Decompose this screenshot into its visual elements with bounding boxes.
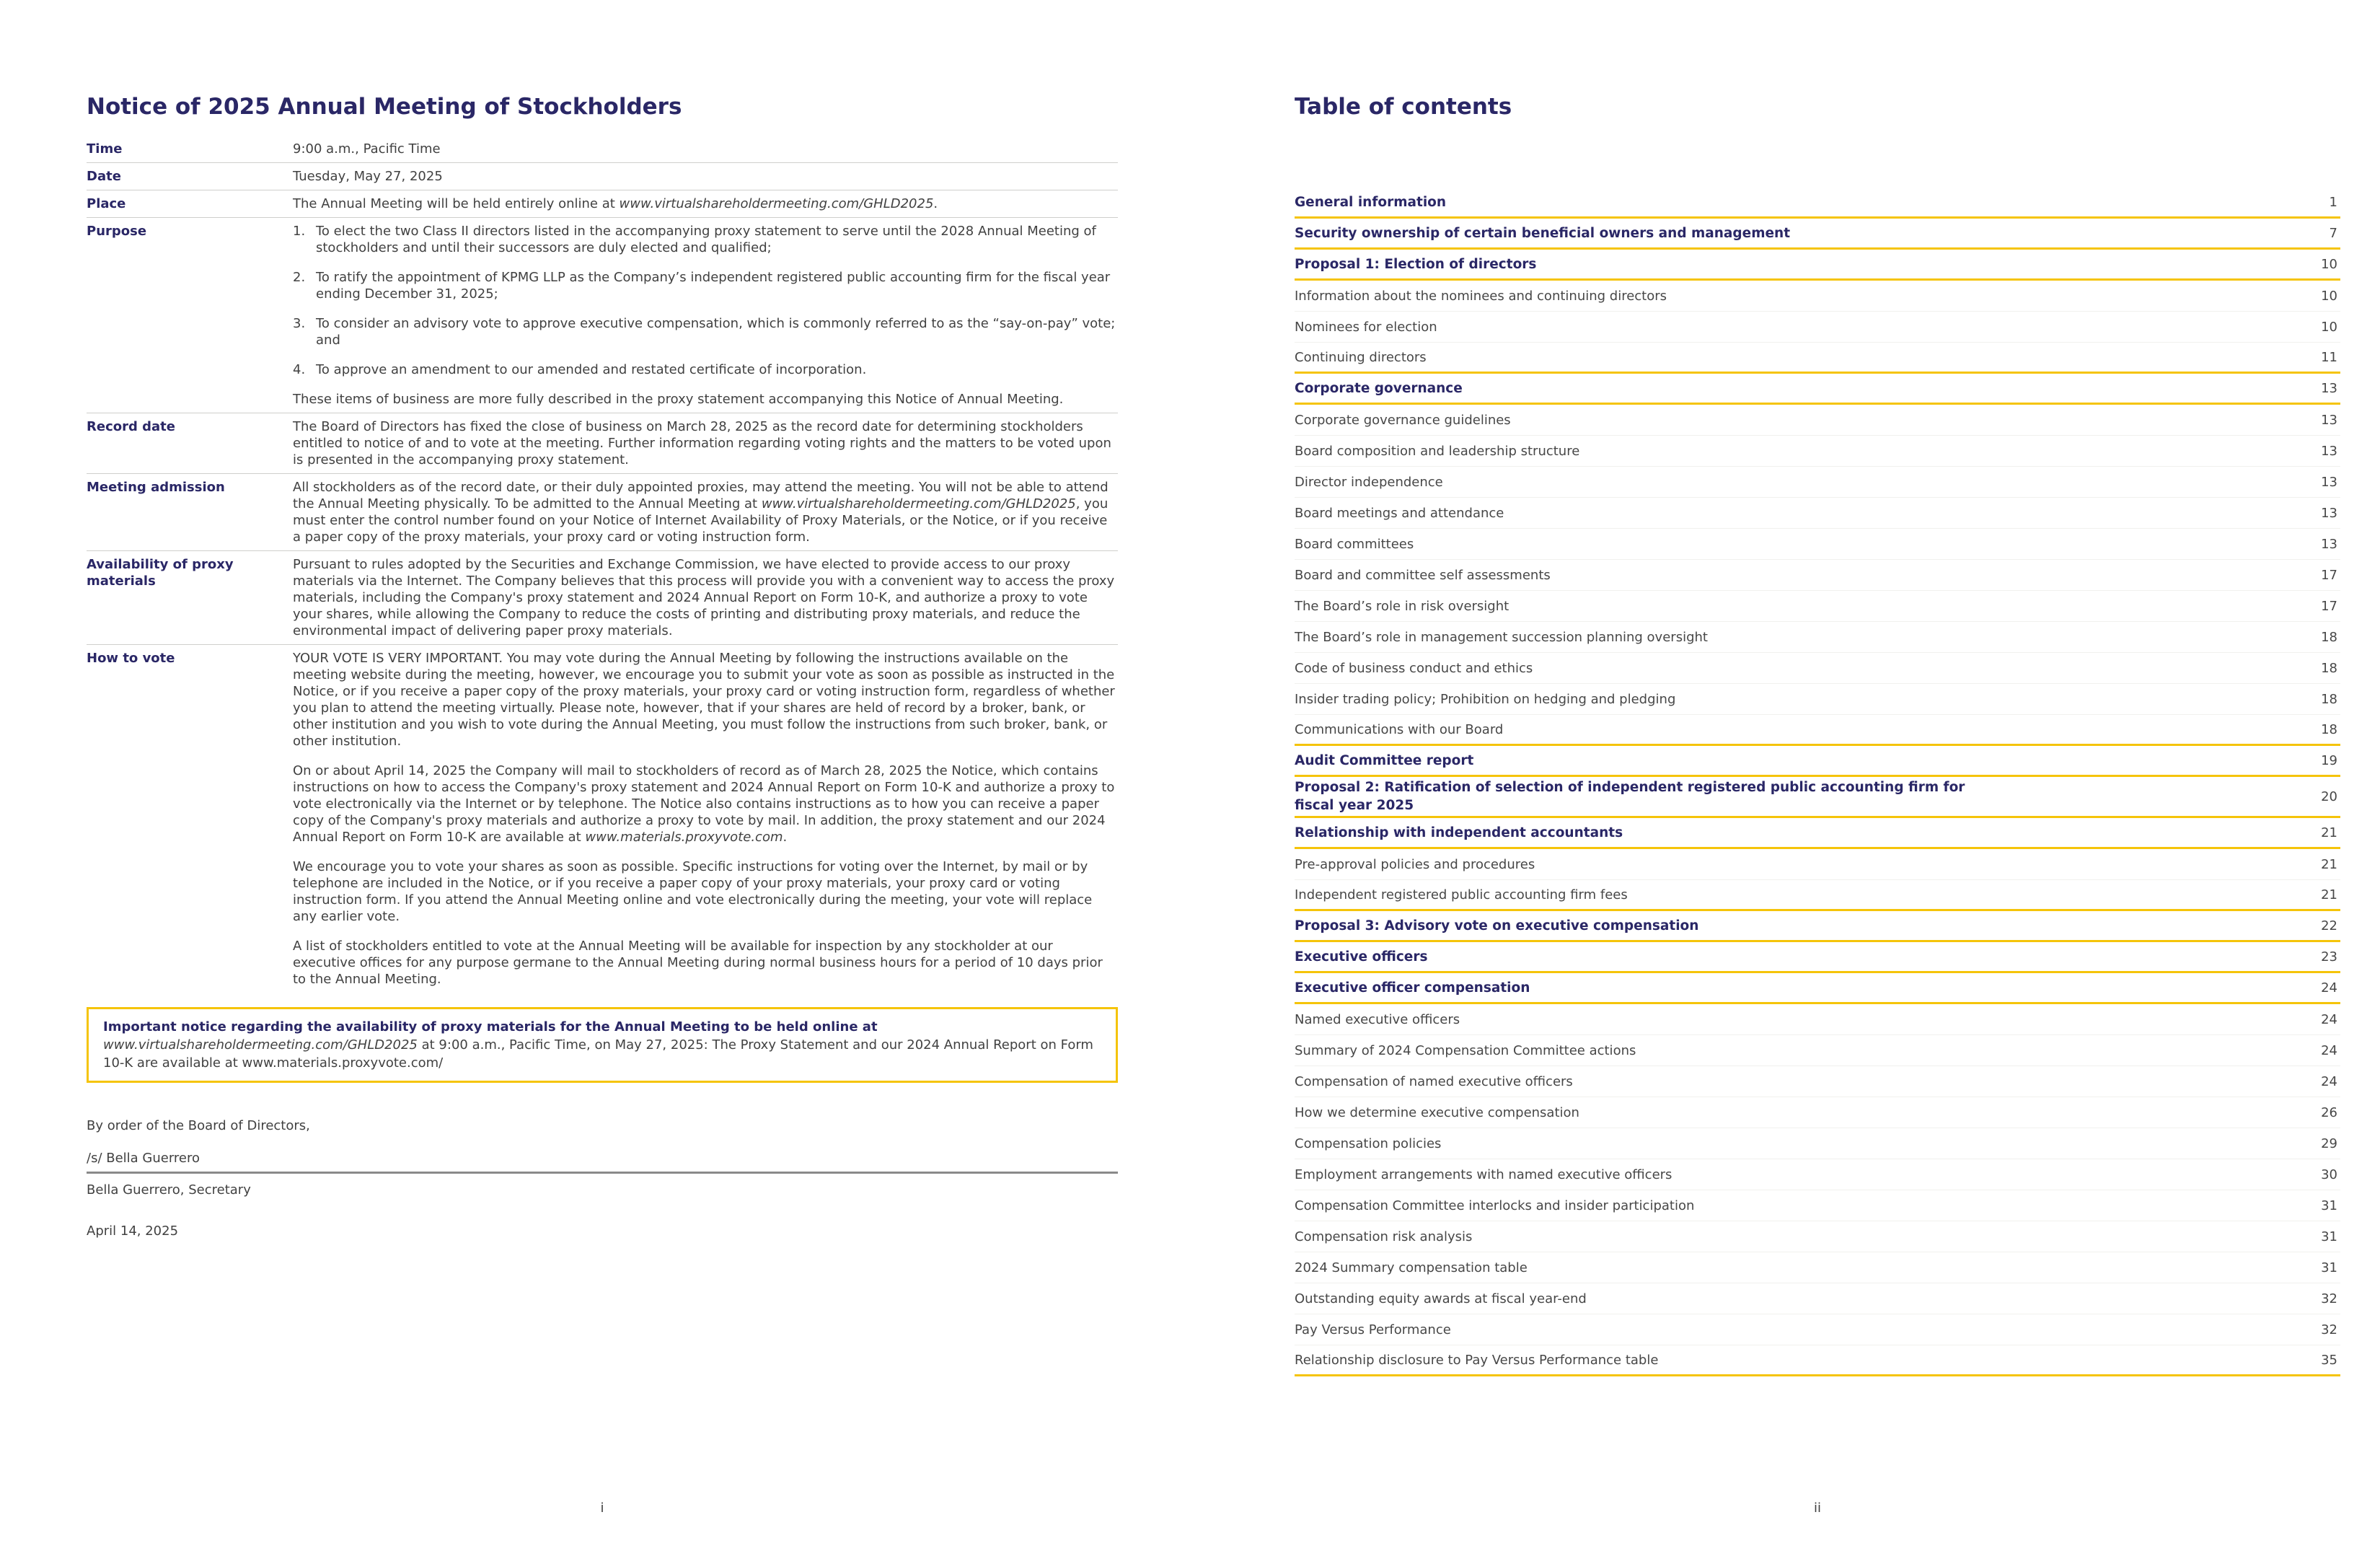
page-title: Notice of 2025 Annual Meeting of Stockholders <box>87 94 682 120</box>
toc-entry[interactable] <box>1295 188 2340 219</box>
how-to-vote-paragraph: We encourage you to vote your shares as soon as possible. Specific instructions for voting over the Internet, by mail or by telephone are included in the Notice, or if you receive a paper copy of your proxy materials, your proxy card or voting instruction form. If you attend the Annual Meeting online and vote electronically during the meeting, your vote will replace any earlier vote. <box>293 859 1093 924</box>
toc-entry[interactable] <box>1295 1314 2340 1345</box>
toc-page <box>1295 94 2340 1376</box>
toc-entry-label: Pay Versus Performance <box>1295 1322 1451 1337</box>
signature-rule <box>87 1172 1118 1174</box>
by-order-line: By order of the Board of Directors, <box>87 1118 310 1133</box>
toc-entry-label: Board and committee self assessments <box>1295 567 1551 583</box>
toc-entry-page: 17 <box>2321 567 2337 583</box>
toc-entry[interactable] <box>1295 942 2340 973</box>
notice-table <box>87 136 1118 993</box>
toc-entry-label: How we determine executive compensation <box>1295 1104 1579 1120</box>
page-number-left: i <box>600 1501 604 1516</box>
toc-entry-page: 18 <box>2321 660 2337 676</box>
place-text-end: . <box>933 196 938 211</box>
toc-entry-label: Compensation Committee interlocks and insider participation <box>1295 1198 1695 1213</box>
toc-entry-page: 19 <box>2321 752 2337 768</box>
meeting-url-link[interactable]: www.virtualshareholdermeeting.com/GHLD2025 <box>103 1037 418 1053</box>
toc-entry[interactable] <box>1295 1066 2340 1097</box>
toc-title: Table of contents <box>1295 94 1512 120</box>
purpose-item <box>293 223 1118 256</box>
notice-box-heading: Important notice regarding the availability of proxy materials for the Annual Meeting to be held online at <box>103 1019 878 1034</box>
toc-entry[interactable] <box>1295 591 2340 622</box>
meeting-url-link[interactable]: www.virtualshareholdermeeting.com/GHLD2025 <box>619 196 934 211</box>
toc-entry[interactable] <box>1295 498 2340 529</box>
toc-entry-label: Independent registered public accounting firm fees <box>1295 887 1628 902</box>
toc-entry[interactable] <box>1295 1004 2340 1035</box>
toc-entry-label: Proposal 3: Advisory vote on executive compensation <box>1295 918 1699 933</box>
toc-entry-label: Board composition and leadership structure <box>1295 443 1580 459</box>
item-number: 1. <box>293 224 306 239</box>
toc-entry-label: Corporate governance <box>1295 380 1463 396</box>
row-value: The Board of Directors has fixed the close of business on March 28, 2025 as the record date for determining stockholders entitled to notice of and to vote at the meeting. Further information regarding voting rights and the matters to be voted upon is presented in the accompanying proxy statement. <box>293 419 1111 467</box>
toc-entry-label: Director independence <box>1295 474 1443 490</box>
toc-entry-page: 31 <box>2321 1260 2337 1275</box>
toc-entry[interactable] <box>1295 219 2340 250</box>
toc-entry-page: 24 <box>2321 1042 2337 1058</box>
row-label: Availability of proxy materials <box>87 557 234 589</box>
table-row-record-date <box>87 413 1118 474</box>
item-number: 2. <box>293 270 306 285</box>
toc-entry-page: 21 <box>2321 825 2337 840</box>
row-value <box>293 479 1118 545</box>
toc-entry-label: Proposal 1: Election of directors <box>1295 256 1537 272</box>
row-label: Meeting admission <box>87 480 225 495</box>
toc-entry[interactable] <box>1295 973 2340 1004</box>
table-row-time <box>87 136 1118 163</box>
toc-entry-label: Executive officers <box>1295 949 1428 965</box>
toc-entry-page: 13 <box>2321 380 2337 396</box>
place-text: The Annual Meeting will be held entirely online at <box>293 196 620 211</box>
toc-entry-label: Nominees for election <box>1295 319 1437 335</box>
toc-entry[interactable] <box>1295 560 2340 591</box>
toc-entry-label: Proposal 2: Ratification of selection of independent registered public accounting firm for fiscal year 2025 <box>1295 780 1965 813</box>
toc-entry-label: Insider trading policy; Prohibition on hedging and pledging <box>1295 691 1676 707</box>
toc-entry-label: Compensation of named executive officers <box>1295 1073 1573 1089</box>
toc-entry[interactable] <box>1295 653 2340 684</box>
toc-entry[interactable] <box>1295 1128 2340 1159</box>
toc-entry-label: Communications with our Board <box>1295 721 1504 737</box>
purpose-item <box>293 315 1118 348</box>
purpose-item <box>293 269 1118 302</box>
toc-entry-page: 13 <box>2321 505 2337 521</box>
toc-entry-page: 7 <box>2329 225 2337 241</box>
page-number-right: ii <box>1813 1501 1821 1516</box>
toc-entry-label: Corporate governance guidelines <box>1295 412 1511 428</box>
toc-entry-page: 24 <box>2321 1073 2337 1089</box>
toc-entry[interactable] <box>1295 1283 2340 1314</box>
important-notice-box <box>87 1007 1118 1083</box>
toc-entry-page: 13 <box>2321 443 2337 459</box>
purpose-note: These items of business are more fully described in the proxy statement accompanying this Notice of Annual Meeting. <box>293 392 1064 407</box>
toc-entry[interactable] <box>1295 880 2340 911</box>
row-value <box>293 195 1118 212</box>
toc-entry-label: Named executive officers <box>1295 1011 1460 1027</box>
item-number: 4. <box>293 362 306 377</box>
toc-entry-label: Relationship disclosure to Pay Versus Performance table <box>1295 1352 1659 1368</box>
toc-entry[interactable] <box>1295 818 2340 849</box>
toc-entry-page: 10 <box>2321 256 2337 272</box>
row-value <box>293 650 1118 988</box>
toc-entry-page: 18 <box>2321 721 2337 737</box>
toc-entry-page: 1 <box>2329 194 2337 210</box>
table-row-meeting-admission <box>87 474 1118 551</box>
row-label: Time <box>87 141 123 157</box>
toc-entry-page: 31 <box>2321 1198 2337 1213</box>
toc-entry[interactable] <box>1295 911 2340 942</box>
item-text: To elect the two Class II directors listed in the accompanying proxy statement to serve until the 2028 Annual Meeting of stockholders and until their successors are duly elected and qualified; <box>316 224 1096 255</box>
toc-entry-page: 13 <box>2321 474 2337 490</box>
toc-entry[interactable] <box>1295 684 2340 715</box>
toc-entry[interactable] <box>1295 1035 2340 1066</box>
table-row-how-to-vote <box>87 645 1118 993</box>
toc-entry-label: Audit Committee report <box>1295 752 1474 768</box>
toc-entry-page: 17 <box>2321 598 2337 614</box>
purpose-list <box>293 223 1118 408</box>
meeting-url-link[interactable]: www.virtualshareholdermeeting.com/GHLD2025 <box>761 496 1076 511</box>
toc-entry-label: 2024 Summary compensation table <box>1295 1260 1528 1275</box>
toc-entry[interactable] <box>1295 622 2340 653</box>
toc-entry[interactable] <box>1295 436 2340 467</box>
toc-entry-label: General information <box>1295 194 1447 210</box>
toc-entry-label: Pre-approval policies and procedures <box>1295 856 1535 872</box>
toc-entry-label: The Board’s role in management succession planning oversight <box>1295 629 1708 645</box>
admission-text: All stockholders as of the record date, or their duly appointed proxies, may attend the meeting. You will not be able to attend the Annual Meeting physically. To be admitted to the Annual Meeting at <box>293 480 1109 511</box>
table-row-place <box>87 190 1118 218</box>
toc-entry-label: Summary of 2024 Compensation Committee actions <box>1295 1042 1636 1058</box>
toc-entry-page: 24 <box>2321 1011 2337 1027</box>
signature-block <box>87 1117 1118 1239</box>
purpose-item <box>293 361 1118 378</box>
row-label: Purpose <box>87 224 147 239</box>
row-label: Date <box>87 169 121 184</box>
toc-entry-page: 32 <box>2321 1322 2337 1337</box>
toc-entry-page: 26 <box>2321 1104 2337 1120</box>
table-row-date <box>87 163 1118 190</box>
toc-entry[interactable] <box>1295 1221 2340 1252</box>
toc-entry-page: 18 <box>2321 629 2337 645</box>
toc-entry[interactable] <box>1295 1190 2340 1221</box>
toc-entry-page: 13 <box>2321 412 2337 428</box>
toc-entry-page: 20 <box>2321 788 2337 804</box>
toc-entry-label: Board meetings and attendance <box>1295 505 1504 521</box>
toc-entry-page: 11 <box>2321 349 2337 365</box>
toc-entry-page: 22 <box>2321 918 2337 933</box>
how-to-vote-paragraph <box>293 763 1118 845</box>
toc-entry-label: The Board’s role in risk oversight <box>1295 598 1509 614</box>
item-number: 3. <box>293 316 306 331</box>
table-row-availability <box>87 551 1118 645</box>
toc-entry[interactable] <box>1295 250 2340 281</box>
howto-text-end: . <box>783 830 788 845</box>
toc-entry[interactable] <box>1295 849 2340 880</box>
how-to-vote-paragraph: A list of stockholders entitled to vote at the Annual Meeting will be available for inspection by any stockholder at our executive offices for any purpose germane to the Annual Meeting during normal business hours for a period of 10 days prior to the Annual Meeting. <box>293 939 1103 987</box>
howto-text: On or about April 14, 2025 the Company will mail to stockholders of record as of March 28, 2025 the Notice, which contains instructions on how to access the Company's proxy statement and 2024 Annual Report on Form 10-K and authorize a proxy to vote electronically via the Internet or by telephone. The Notice also contains instructions as to how you can receive a paper copy of the Company's proxy materials and authorize a proxy to vote by mail. In addition, the proxy statement and our 2024 Annual Report on Form 10-K are available at <box>293 763 1115 845</box>
toc-entry-page: 10 <box>2321 319 2337 335</box>
toc-entry-label: Compensation risk analysis <box>1295 1229 1473 1244</box>
toc-entry[interactable] <box>1295 529 2340 560</box>
toc-entry[interactable] <box>1295 746 2340 777</box>
signature-line-text: /s/ Bella Guerrero <box>87 1151 200 1166</box>
toc-entry-label: Executive officer compensation <box>1295 980 1530 996</box>
toc-entry-page: 24 <box>2321 980 2337 996</box>
toc-entry-page: 32 <box>2321 1291 2337 1306</box>
toc-entry-label: Code of business conduct and ethics <box>1295 660 1533 676</box>
toc-entry-label: Board committees <box>1295 536 1414 552</box>
item-text: To consider an advisory vote to approve executive compensation, which is commonly referred to as the “say-on-pay” vote; and <box>316 316 1116 348</box>
toc-entry[interactable] <box>1295 1159 2340 1190</box>
toc-entry[interactable] <box>1295 467 2340 498</box>
toc-entry-page: 23 <box>2321 949 2337 965</box>
toc-entry-label: Relationship with independent accountants <box>1295 825 1623 840</box>
notice-date: April 14, 2025 <box>87 1223 179 1239</box>
proxyvote-url-link[interactable]: www.materials.proxyvote.com <box>585 830 783 845</box>
toc-entry-label: Employment arrangements with named executive officers <box>1295 1166 1672 1182</box>
row-label: Place <box>87 196 126 211</box>
toc-entry[interactable] <box>1295 777 2340 818</box>
row-value: Tuesday, May 27, 2025 <box>293 169 443 184</box>
toc-entry-page: 30 <box>2321 1166 2337 1182</box>
toc-entry-page: 21 <box>2321 887 2337 902</box>
secretary-name: Bella Guerrero, Secretary <box>87 1182 251 1198</box>
admission-text-end: , you must enter the control number found on your Notice of Internet Availability of Proxy Materials, or the Notice, or if you receive a paper copy of the proxy materials, your proxy card or voting instruction form. <box>293 496 1109 545</box>
row-label: How to vote <box>87 651 175 666</box>
toc-entry-label: Information about the nominees and continuing directors <box>1295 288 1667 304</box>
toc-entry[interactable] <box>1295 374 2340 405</box>
toc-entry-page: 35 <box>2321 1352 2337 1368</box>
toc-entry[interactable] <box>1295 312 2340 343</box>
toc-entry-page: 31 <box>2321 1229 2337 1244</box>
toc-entry[interactable] <box>1295 405 2340 436</box>
how-to-vote-paragraph: YOUR VOTE IS VERY IMPORTANT. You may vote during the Annual Meeting by following the instructions available on the meeting website during the meeting, however, we encourage you to submit your vote as soon as possible as instructed in the Notice, or if you receive a paper copy of the proxy materials, your proxy card or voting instruction form, regardless of whether you plan to attend the meeting virtually. Please note, however, that if your shares are held of record by a broker, bank, or other institution and you wish to vote during the Annual Meeting, you must follow the instructions from such broker, bank, or other institution. <box>293 651 1115 749</box>
toc-entry-label: Continuing directors <box>1295 349 1427 365</box>
toc-entry[interactable] <box>1295 343 2340 374</box>
toc-entry-page: 18 <box>2321 691 2337 707</box>
toc-entry[interactable] <box>1295 1252 2340 1283</box>
row-value: 9:00 a.m., Pacific Time <box>293 141 441 157</box>
toc-entry[interactable] <box>1295 1345 2340 1376</box>
toc-entry-page: 13 <box>2321 536 2337 552</box>
notice-page <box>87 94 1118 1239</box>
notice-box-text: at 9:00 a.m., Pacific Time, on May 27, 2025: The Proxy Statement and our 2024 Annual Report on Form 10-K are available at www.materials.proxyvote.com/ <box>103 1037 1093 1071</box>
toc-entry-label: Compensation policies <box>1295 1135 1442 1151</box>
toc-entry-label: Security ownership of certain beneficial owners and management <box>1295 225 1791 241</box>
table-row-purpose <box>87 218 1118 413</box>
toc-entry[interactable] <box>1295 715 2340 746</box>
toc-entry-page: 21 <box>2321 856 2337 872</box>
toc-entry[interactable] <box>1295 281 2340 312</box>
toc-entry-page: 10 <box>2321 288 2337 304</box>
toc-entry-label: Outstanding equity awards at fiscal year-end <box>1295 1291 1587 1306</box>
toc-list <box>1295 188 2340 1376</box>
item-text: To ratify the appointment of KPMG LLP as the Company’s independent registered public accounting firm for the fiscal year ending December 31, 2025; <box>316 270 1111 302</box>
row-label: Record date <box>87 419 175 434</box>
toc-entry[interactable] <box>1295 1097 2340 1128</box>
item-text: To approve an amendment to our amended and restated certificate of incorporation. <box>316 362 867 377</box>
row-value: Pursuant to rules adopted by the Securities and Exchange Commission, we have elected to provide access to our proxy materials via the Internet. The Company believes that this process will provide you with a convenient way to access the proxy materials, including the Company's proxy statement and 2024 Annual Report on Form 10-K, and authorize a proxy to vote your shares, while allowing the Company to reduce the costs of printing and distributing proxy materials, and reduce the environmental impact of delivering paper proxy materials. <box>293 557 1115 638</box>
toc-entry-page: 29 <box>2321 1135 2337 1151</box>
